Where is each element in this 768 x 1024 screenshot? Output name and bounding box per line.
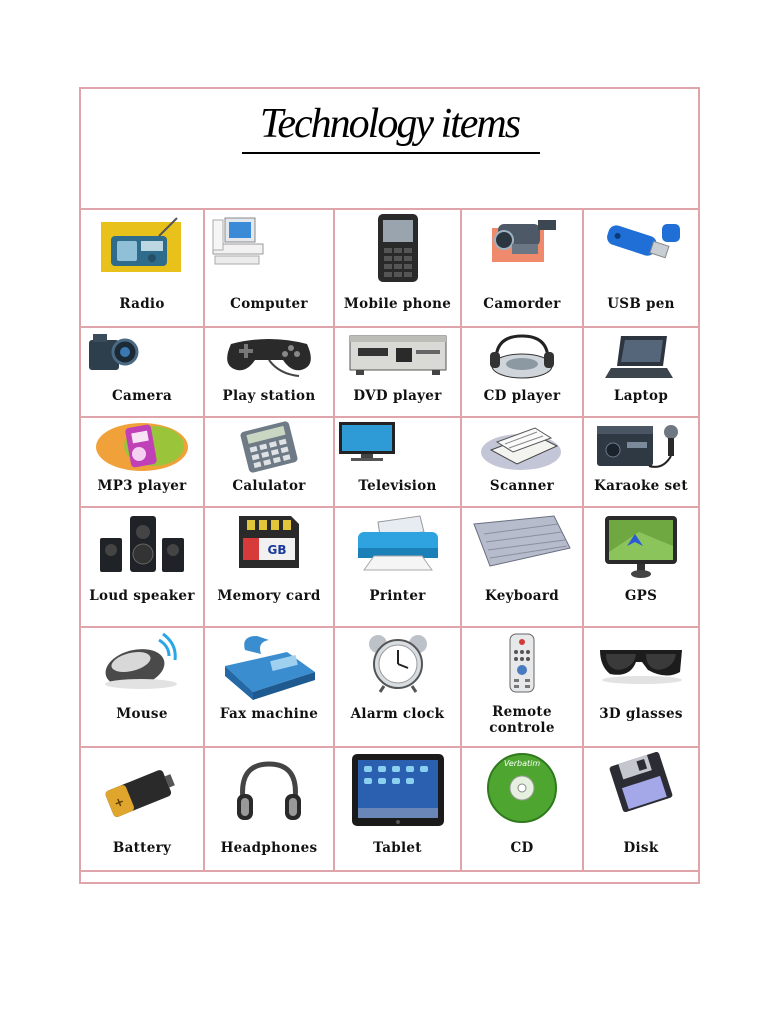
item-cell-camcorder (462, 210, 584, 326)
item-cell-battery (81, 748, 205, 870)
usb-pen-icon (584, 214, 698, 282)
item-label: Printer (369, 588, 426, 604)
item-cell-calculator (205, 418, 335, 506)
calculator-icon (205, 420, 333, 474)
item-label: USB pen (607, 296, 675, 312)
item-cell-laptop (584, 328, 698, 416)
camera-icon (81, 330, 203, 384)
grid-row (81, 328, 698, 418)
item-cell-cd-player (462, 328, 584, 416)
radio-icon (81, 214, 203, 282)
item-cell-remote-control (462, 628, 584, 746)
item-label: Camorder (483, 296, 561, 312)
keyboard-icon (462, 512, 582, 580)
grid-footer-strip (81, 872, 698, 884)
item-label: Television (358, 478, 437, 494)
item-cell-loud-speaker (81, 508, 205, 626)
item-label: MP3 player (97, 478, 187, 494)
item-label: Camera (111, 388, 173, 404)
laptop-icon (584, 330, 698, 384)
title-underline (242, 152, 540, 154)
item-label: Headphones (220, 840, 318, 856)
fax-machine-icon (205, 632, 333, 700)
item-label: Scanner (489, 478, 555, 494)
item-label: Loud speaker (89, 588, 195, 604)
scanner-icon (462, 420, 582, 474)
item-label: Karaoke set (594, 478, 688, 494)
item-label: Fax machine (219, 706, 319, 722)
item-cell-disk (584, 748, 698, 870)
camcorder-icon (462, 214, 582, 282)
worksheet-frame (79, 87, 700, 884)
gamepad-icon (205, 330, 333, 384)
item-cell-headphones (205, 748, 335, 870)
item-label: GPS (624, 588, 658, 604)
mp3-player-icon (81, 420, 203, 474)
item-cell-3d-glasses (584, 628, 698, 746)
item-cell-usb-pen (584, 210, 698, 326)
item-label: Mouse (116, 706, 168, 722)
memory-card-icon (205, 512, 333, 580)
item-cell-alarm-clock (335, 628, 462, 746)
item-label: Remote controle (489, 704, 555, 736)
item-cell-computer (205, 210, 335, 326)
item-cell-cd (462, 748, 584, 870)
memory-card-text: GB (267, 543, 287, 557)
item-label: 3D glasses (599, 706, 683, 722)
item-cell-television (335, 418, 462, 506)
item-label: DVD player (353, 388, 442, 404)
item-label: Computer (230, 296, 308, 312)
item-cell-tablet (335, 748, 462, 870)
item-cell-gps (584, 508, 698, 626)
item-cell-memory-card (205, 508, 335, 626)
item-label: Battery (112, 840, 172, 856)
cd-icon (462, 752, 582, 820)
item-label: CD player (483, 388, 561, 404)
item-cell-scanner (462, 418, 584, 506)
cd-brand-text: Verbatim (503, 759, 541, 768)
item-label: Disk (623, 840, 659, 856)
item-cell-mp3-player (81, 418, 205, 506)
computer-icon (205, 214, 333, 282)
item-cell-mobile-phone (335, 210, 462, 326)
mouse-icon (81, 632, 203, 700)
tablet-icon (335, 752, 460, 820)
item-label: Keyboard (484, 588, 559, 604)
svg-text:+: + (111, 793, 127, 811)
headphones-icon (205, 756, 333, 824)
item-cell-radio (81, 210, 205, 326)
items-grid (81, 210, 698, 884)
page-title: Technology items (259, 101, 520, 147)
item-cell-camera (81, 328, 205, 416)
item-cell-karaoke-set (584, 418, 698, 506)
item-label: Play station (222, 388, 316, 404)
alarm-clock-icon (335, 632, 460, 700)
grid-row (81, 508, 698, 628)
item-cell-printer (335, 508, 462, 626)
disk-icon (584, 752, 698, 820)
loud-speaker-icon (81, 512, 203, 580)
item-cell-dvd-player (335, 328, 462, 416)
battery-icon (81, 762, 203, 830)
grid-row (81, 210, 698, 328)
grid-row (81, 628, 698, 748)
item-label: Alarm clock (350, 706, 445, 722)
dvd-player-icon (335, 330, 460, 384)
television-icon (335, 420, 460, 474)
item-cell-mouse (81, 628, 205, 746)
3d-glasses-icon (584, 632, 698, 700)
item-label: Laptop (613, 388, 669, 404)
mobile-phone-icon (335, 214, 460, 282)
item-cell-play-station (205, 328, 335, 416)
cd-player-icon (462, 330, 582, 384)
printer-icon (335, 512, 460, 580)
item-label: Memory card (217, 588, 321, 604)
item-cell-fax-machine (205, 628, 335, 746)
item-label: Tablet (373, 840, 422, 856)
grid-row (81, 418, 698, 508)
item-label: Calulator (232, 478, 306, 494)
grid-row (81, 748, 698, 872)
item-label: Radio (119, 296, 165, 312)
item-cell-keyboard (462, 508, 584, 626)
remote-control-icon (462, 632, 582, 700)
gps-icon (584, 512, 698, 580)
item-label: Mobile phone (343, 296, 452, 312)
karaoke-set-icon (584, 420, 698, 474)
item-label: CD (510, 840, 534, 856)
title-area (81, 89, 698, 210)
